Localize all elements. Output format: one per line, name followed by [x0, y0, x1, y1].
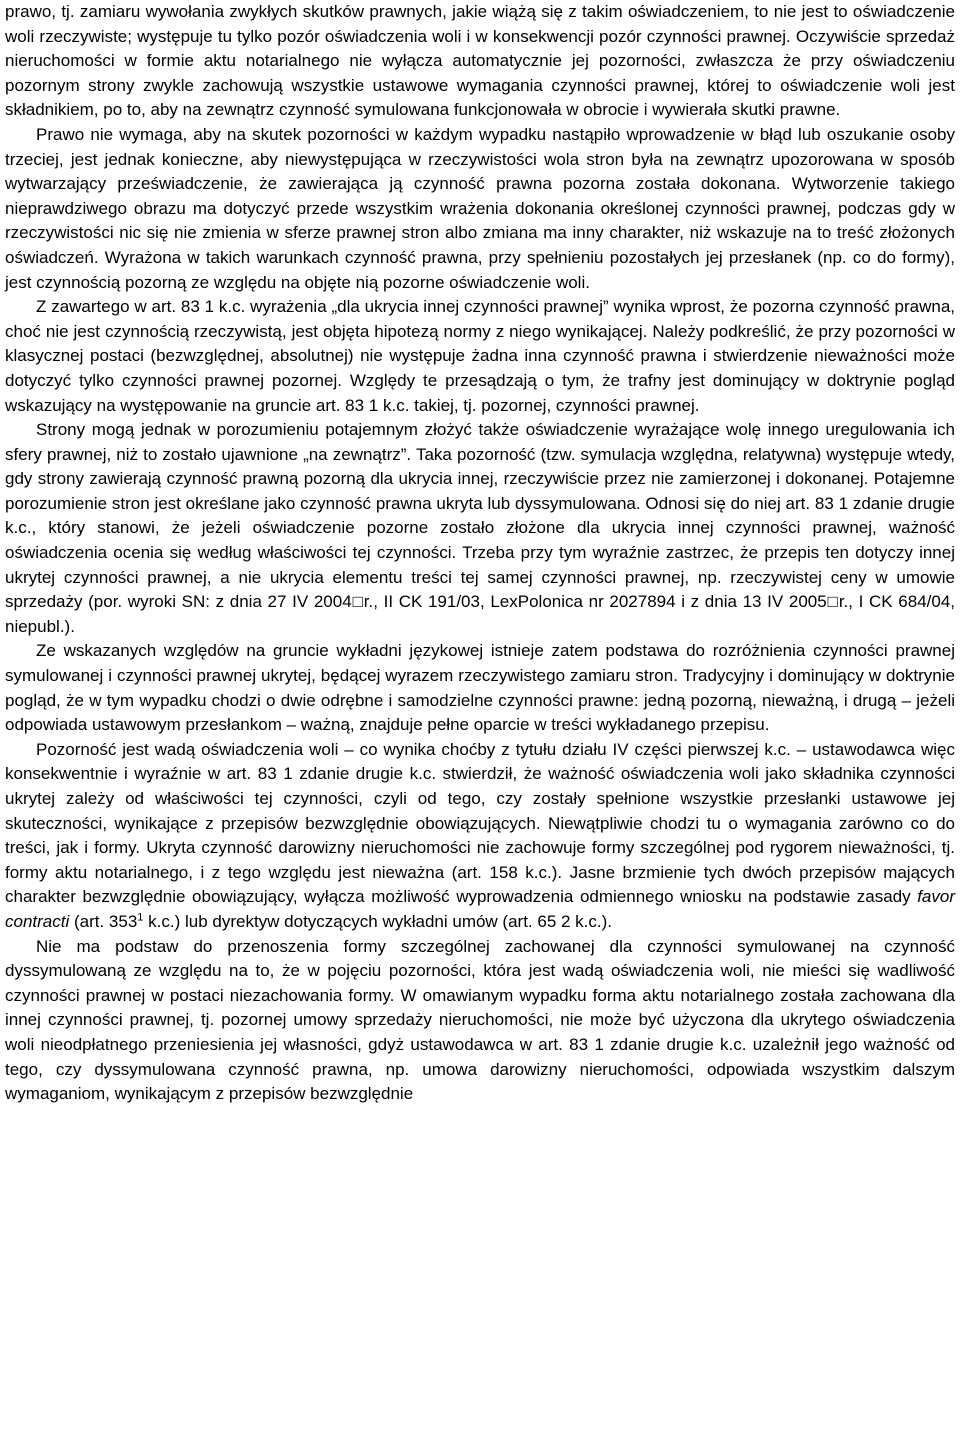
paragraph-text: (art. 353 — [69, 911, 138, 931]
italic-phrase: favor contracti — [5, 887, 955, 931]
paragraph — [5, 935, 955, 1107]
paragraph-text: Pozorność jest wadą oświadczenia woli – co wynika choćby z tytułu działu IV części pierwszej k.c. – ustawodawca więc konsekwentnie i wyraźnie w art. 83 1 zdanie drugie k.c. stwierdził, że ważność oświadczenia woli jako składnika czynności ukrytej zależy od właściwości tej czynności, czyli od tego, czy zostały spełnione wszystkie przesłanki ustawowe jej skuteczności, wynikające z przepisów bezwzględnie obowiązujących. Niewątpliwie chodzi tu o wymagania zarówno co do treści, jak i formy. Ukryta czynność darowizny nieruchomości nie zachowuje formy szczególnej pod rygorem nieważności, tj. formy aktu notarialnego, i z tego względu jest nieważna (art. 158 k.c.). Jasne brzmienie tych dwóch przepisów mających charakter bezwzględnie obowiązujący, wyłącza możliwość wyprowadzenia odmiennego wniosku na podstawie zasady — [5, 739, 955, 907]
superscript: 1 — [137, 911, 144, 924]
paragraph-text: Strony mogą jednak w porozumieniu potajemnym złożyć także oświadczenie wyrażające wolę innego uregulowania ich sfery prawnej, niż to zostało ujawnione „na zewnątrz”. Taka pozorność (tzw. symulacja względna, relatywna) występuje wtedy, gdy strony zawierają czynność prawną pozorną dla ukrycia innej, rzeczywiście przez nie zamierzonej i dokonanej. Potajemne porozumienie stron jest określane jako czynność prawna ukryta lub dyssymulowana. Odnosi się do niej art. 83 1 zdanie drugie k.c., który stanowi, że jeżeli oświadczenie pozorne zostało złożone dla ukrycia innej czynności prawnej, ważność oświadczenia ocenia się według właściwości tej czynności. Trzeba przy tym wyraźnie zastrzec, że przepis ten dotyczy innej ukrytej czynności prawnej, a nie ukrycia elementu treści tej samej czynności prawnej, np. rzeczywistej ceny w umowie sprzedaży (por. wyroki SN: z dnia 27 IV 2004□r., II CK 191/03, LexPolonica nr 2027894 i z dnia 13 IV 2005□r., I CK 684/04, niepubl.). — [5, 420, 955, 636]
paragraph — [5, 0, 955, 123]
paragraph-text: Nie ma podstaw do przenoszenia formy szczególnej zachowanej dla czynności symulowanej na czynność dyssymulowaną ze względu na to, że w pojęciu pozorności, która jest wadą oświadczenia woli, nie mieści się wadliwość czynności prawnej w postaci niezachowania formy. W omawianym wypadku forma aktu notarialnego została zachowana dla innej czynności prawnej, tj. pozornej umowy sprzedaży nieruchomości, nie może być użyczona dla ukrytego oświadczenia woli nieodpłatnego przeniesienia jej własności, gdyż ustawodawca w art. 83 1 zdanie drugie k.c. uzależnił jego ważność od tego, czy dyssymulowana czynność prawna, np. umowa darowizny nieruchomości, odpowiada wszystkim dalszym wymaganiom, wynikającym z przepisów bezwzględnie — [5, 936, 955, 1104]
paragraph — [5, 295, 955, 418]
paragraph — [5, 738, 955, 935]
paragraph-text: Prawo nie wymaga, aby na skutek pozorności w każdym wypadku nastąpiło wprowadzenie w błąd lub oszukanie osoby trzeciej, jest jednak konieczne, aby niewystępująca w rzeczywistości wola stron była na zewnątrz upozorowana w sposób wytwarzający przeświadczenie, że zawierająca ją czynność prawna pozorna została dokonana. Wytworzenie takiego nieprawdziwego obrazu ma dotyczyć przede wszystkim wrażenia dokonania określonej czynności prawnej, podczas gdy w rzeczywistości nic się nie zmienia w sferze prawnej stron albo zmiana ma inny charakter, niż wskazuje na to treść złożonych oświadczeń. Wyrażona w takich warunkach czynność prawna, przy spełnieniu pozostałych jej przesłanek (np. co do formy), jest czynnością pozorną ze względu na objęte nią pozorne oświadczenie woli. — [5, 124, 955, 292]
paragraph — [5, 639, 955, 737]
paragraph-text: prawo, tj. zamiaru wywołania zwykłych skutków prawnych, jakie wiążą się z takim oświadczeniem, to nie jest to oświadczenie woli rzeczywiste; występuje tu tylko pozór oświadczenia woli i w konsekwencji pozór czynności prawnej. Oczywiście sprzedaż nieruchomości w formie aktu notarialnego nie wyłącza automatycznie jej pozorności, zwłaszcza że przy oświadczeniu pozornym strony zwykle zachowują wszystkie ustawowe wymagania czynności prawnej, której to oświadczenie woli jest składnikiem, po to, aby na zewnątrz czynność symulowana funkcjonowała w obrocie i wywierała skutki prawne. — [5, 2, 955, 120]
paragraph-text: k.c.) lub dyrektyw dotyczących wykładni umów (art. 65 2 k.c.). — [143, 911, 613, 931]
paragraph — [5, 123, 955, 295]
paragraph — [5, 418, 955, 639]
document-page — [5, 0, 955, 1107]
paragraph-text: Z zawartego w art. 83 1 k.c. wyrażenia „dla ukrycia innej czynności prawnej” wynika wprost, że pozorna czynność prawna, choć nie jest czynnością rzeczywistą, jest objęta hipotezą normy z niego wynikającej. Należy podkreślić, że przy pozorności w klasycznej postaci (bezwzględnej, absolutnej) nie występuje żadna inna czynność prawna i stwierdzenie nieważności może dotyczyć tylko czynności prawnej pozornej. Względy te przesądzają o tym, że trafny jest dominujący w doktrynie pogląd wskazujący na występowanie na gruncie art. 83 1 k.c. takiej, tj. pozornej, czynności prawnej. — [5, 297, 955, 415]
paragraph-text: Ze wskazanych względów na gruncie wykładni językowej istnieje zatem podstawa do rozróżnienia czynności prawnej symulowanej i czynności prawnej ukrytej, będącej wyrazem rzeczywistego zamiaru stron. Tradycyjny i dominujący w doktrynie pogląd, że w tym wypadku chodzi o dwie odrębne i samodzielne czynności prawne: jedną pozorną, nieważną, i drugą – jeżeli odpowiada ustawowym przesłankom – ważną, znajduje pełne oparcie w treści wykładanego przepisu. — [5, 641, 955, 735]
